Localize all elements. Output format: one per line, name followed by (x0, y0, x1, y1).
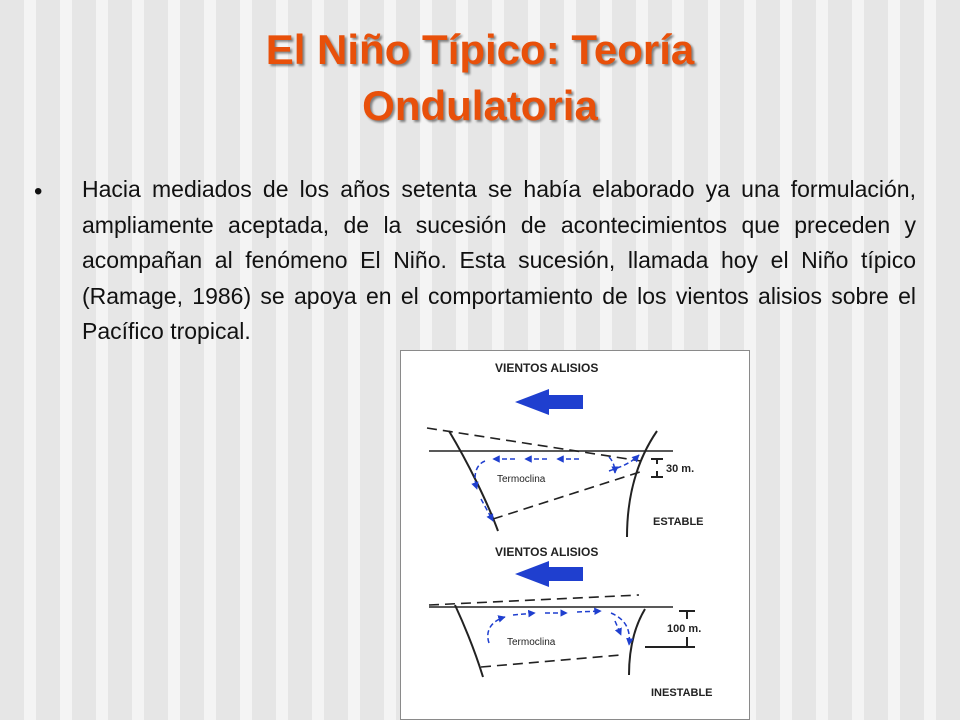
slide-title (80, 22, 880, 134)
thermocline-bottom (481, 655, 621, 667)
depth-bracket-top (651, 459, 663, 477)
thermocline-label-bottom: Termoclina (507, 637, 556, 648)
state-label-bottom: INESTABLE (651, 687, 713, 699)
winds-label-top: VIENTOS ALISIOS (495, 361, 599, 375)
coast-west-bottom (455, 605, 483, 677)
coast-east-bottom (629, 609, 645, 675)
diagram-canvas (401, 351, 749, 719)
state-label-top: ESTABLE (653, 516, 704, 528)
sea-level-dashed-top (427, 428, 641, 461)
bullet-marker: • (34, 178, 43, 205)
bullet-paragraph: Hacia mediados de los años setenta se había elaborado ya una formulación, ampliamente aceptada, de la sucesión de acontecimientos que preceden y acompañan al fenómeno El Niño. Esta sucesión, llamada hoy el Niño típico (Ramage, 1986) se apoya en el comportamiento de los vientos alisios sobre el Pacífico tropical. (82, 176, 916, 344)
wind-arrow-bottom (515, 561, 583, 587)
slide-title-line-1: El Niño Típico: Teoría (265, 26, 695, 73)
sea-level-dashed-bottom (429, 595, 639, 605)
winds-label-bottom: VIENTOS ALISIOS (495, 545, 599, 559)
wind-arrow-top (515, 389, 583, 415)
depth-label-bottom: 100 m. (667, 623, 702, 635)
walker-circulation-diagram (400, 350, 750, 720)
circulation-arrows-top (475, 455, 639, 521)
depth-label-top: 30 m. (666, 463, 695, 475)
slide-title-line-2: Ondulatoria (362, 82, 598, 129)
thermocline-label-top: Termoclina (497, 474, 546, 485)
